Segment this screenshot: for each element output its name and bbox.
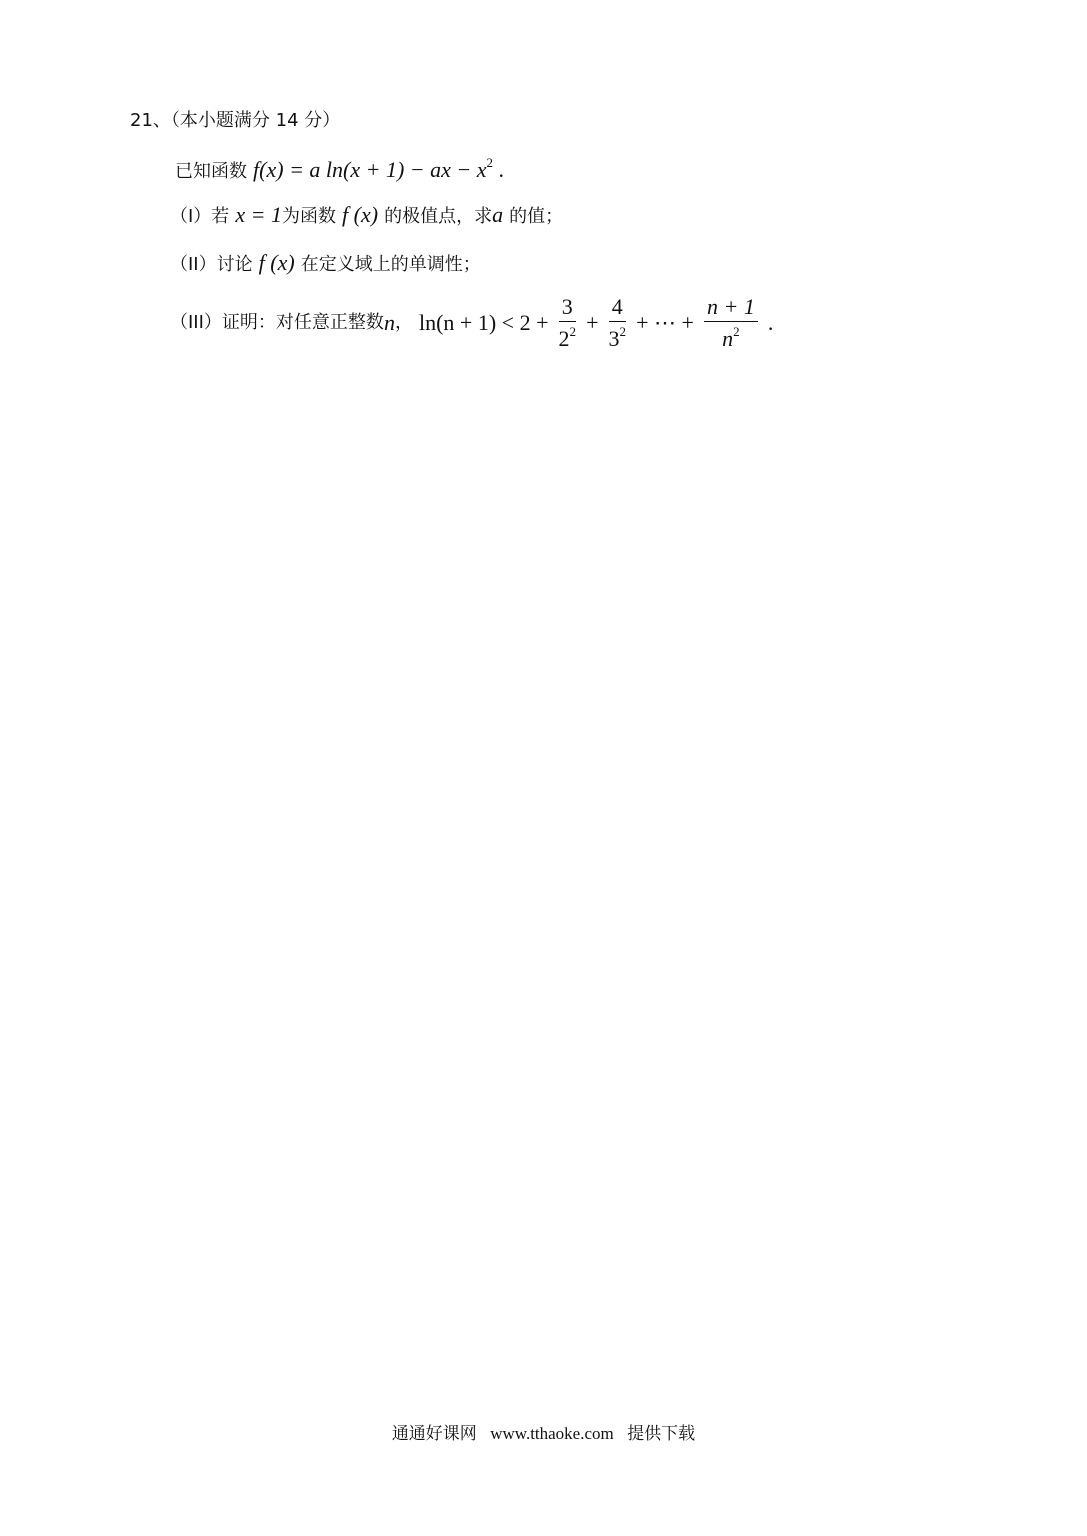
fraction-2-numerator: 4 [609,296,626,322]
fraction-2-base: 3 [608,326,620,351]
footer-site-name: 通通好课网 [391,1424,477,1444]
intro-f: f [253,157,260,182]
fraction-3-base: n [722,326,734,351]
intro-exponent: 2 [486,155,494,170]
fraction-3-numerator: n + 1 [704,296,758,322]
part-3 [170,296,773,350]
ellipsis: + ⋯ + [636,310,694,335]
fraction-3-exponent: 2 [733,324,740,339]
fraction-3-denominator [722,322,740,350]
part1-label: （Ⅰ）若 [170,206,230,227]
part2-label: （II）讨论 [170,254,253,275]
footer-url[interactable]: www.tthaoke.com [490,1424,614,1443]
fraction-1-numerator: 3 [559,296,576,322]
fraction-1-base: 2 [558,326,570,351]
fraction-2-exponent: 2 [619,324,627,339]
part3-comma: ， [394,312,413,333]
fraction-2 [609,296,627,350]
intro-end: . [493,157,505,182]
intro-formula: (x) = a ln(x + 1) − ax − x [259,157,487,182]
page-footer [0,1419,1087,1444]
part2-fx: f (x) [258,250,295,275]
fraction-2-denominator [609,322,627,350]
intro-prefix: 已知函数 [175,161,247,182]
part1-text-1: 为函数 [281,206,336,227]
part3-end: . [767,310,774,335]
part3-ln: ln(n + 1) < 2 + [418,310,549,335]
problem-intro [175,156,504,181]
fraction-3 [704,296,758,350]
part2-text: 在定义域上的单调性； [300,254,481,275]
part3-n: n [383,310,395,335]
part1-formula: x = 1 [235,202,282,227]
part3-label: （III）证明：对任意正整数 [170,312,384,333]
fraction-1-denominator [559,322,577,350]
part-1 [170,204,563,226]
footer-suffix: 提供下载 [627,1424,696,1444]
part1-text-3: 的值； [509,206,564,227]
part1-fx: f (x) [342,202,379,227]
part1-text-2: 的极值点，求 [384,206,493,227]
plus-sign: + [586,310,599,335]
fraction-1 [559,296,577,350]
part1-a: a [492,202,504,227]
problem-header: 21、（本小题满分 14 分） [130,110,341,131]
part-2 [170,252,481,274]
fraction-1-exponent: 2 [569,324,577,339]
